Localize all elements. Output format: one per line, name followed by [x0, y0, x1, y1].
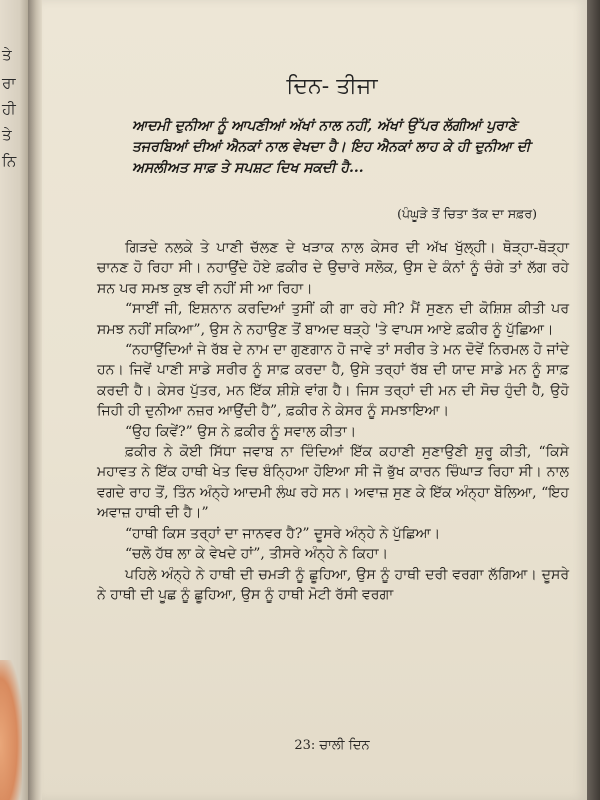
thumb	[0, 660, 22, 800]
left-page-fragment: ਹੀ	[2, 100, 16, 118]
paragraph: ਪਹਿਲੇ ਅੰਨ੍ਹੇ ਨੇ ਹਾਥੀ ਦੀ ਚਮੜੀ ਨੂੰ ਛੂਹਿਆ, ਉਸ ਨੂੰ ਹਾਥੀ ਦਰੀ ਵਰਗਾ ਲੱਗਿਆ। ਦੂਸਰੇ ਨੇ ਹਾਥੀ ਦੀ ਪੂਛ ਨੂੰ ਛੂਹਿਆ, ਉਸ ਨੂੰ ਹਾਥੀ ਮੋਟੀ ਰੱਸੀ ਵਰਗਾ	[97, 566, 569, 603]
paragraph: “ਨਹਾਉਂਦਿਆਂ ਜੇ ਰੱਬ ਦੇ ਨਾਮ ਦਾ ਗੁਣਗਾਨ ਹੋ ਜਾਵੇ ਤਾਂ ਸਰੀਰ ਤੇ ਮਨ ਦੋਵੇਂ ਨਿਰਮਲ ਹੋ ਜਾਂਦੇ ਹਨ। ਜਿਵੇਂ ਪਾਣੀ ਸਾਡੇ ਸਰੀਰ ਨੂੰ ਸਾਫ਼ ਕਰਦਾ ਹੈ, ਉਸੇ ਤਰ੍ਹਾਂ ਰੱਬ ਦੀ ਯਾਦ ਸਾਡੇ ਮਨ ਨੂੰ ਸਾਫ਼ ਕਰਦੀ ਹੈ। ਕੇਸਰ ਪੁੱਤਰ, ਮਨ ਇੱਕ ਸ਼ੀਸ਼ੇ ਵਾਂਗ ਹੈ। ਜਿਸ ਤਰ੍ਹਾਂ ਦੀ ਮਨ ਦੀ ਸੋਚ ਹੁੰਦੀ ਹੈ, ਉਹੋ ਜਿਹੀ ਹੀ ਦੁਨੀਆ ਨਜ਼ਰ ਆਉਂਦੀ ਹੈ”, ਫ਼ਕੀਰ ਨੇ ਕੇਸਰ ਨੂੰ ਸਮਝਾਇਆ।	[97, 342, 569, 420]
paragraph: “ਉਹ ਕਿਵੇਂ?” ਉਸ ਨੇ ਫ਼ਕੀਰ ਨੂੰ ਸਵਾਲ ਕੀਤਾ।	[125, 423, 357, 440]
paragraph: ਗਿੜਦੇ ਨਲਕੇ ਤੇ ਪਾਣੀ ਚੱਲਣ ਦੇ ਖੜਾਕ ਨਾਲ ਕੇਸਰ ਦੀ ਅੱਖ ਖੁੱਲ੍ਹੀ। ਥੋੜ੍ਹਾ-ਥੋੜ੍ਹਾ ਚਾਨਣ ਹੋ ਰਿਹਾ ਸੀ। ਨਹਾਉਂਦੇ ਹੋਏ ਫ਼ਕੀਰ ਦੇ ਉਚਾਰੇ ਸਲੋਕ, ਉਸ ਦੇ ਕੰਨਾਂ ਨੂੰ ਚੰਗੇ ਤਾਂ ਲੱਗ ਰਹੇ ਸਨ ਪਰ ਸਮਝ ਕੁਝ ਵੀ ਨਹੀਂ ਸੀ ਆ ਰਿਹਾ।	[97, 240, 569, 297]
page-edge-shadow	[587, 0, 600, 800]
epigraph-source: (ਪੰਘੂੜੇ ਤੋਂ ਚਿਤਾ ਤੱਕ ਦਾ ਸਫ਼ਰ)	[397, 206, 537, 221]
left-page-fragment: ਤੇ	[2, 126, 12, 144]
page-footer: 23: ਚਾਲੀ ਦਿਨ	[294, 738, 370, 753]
left-page-fragment: ਨਿ	[2, 152, 17, 170]
paragraph: “ਚਲੋ ਹੱਥ ਲਾ ਕੇ ਵੇਖਦੇ ਹਾਂ”, ਤੀਸਰੇ ਅੰਨ੍ਹੇ ਨੇ ਕਿਹਾ।	[125, 546, 389, 563]
body-text	[97, 238, 569, 605]
paragraph: “ਸਾਈਂ ਜੀ, ਇਸ਼ਨਾਨ ਕਰਦਿਆਂ ਤੁਸੀਂ ਕੀ ਗਾ ਰਹੇ ਸੀ? ਮੈਂ ਸੁਣਨ ਦੀ ਕੋਸ਼ਿਸ਼ ਕੀਤੀ ਪਰ ਸਮਝ ਨਹੀਂ ਸਕਿਆ”, ਉਸ ਨੇ ਨਹਾਉਣ ਤੋਂ ਬਾਅਦ ਥੜ੍ਹੇ 'ਤੇ ਵਾਪਸ ਆਏ ਫ਼ਕੀਰ ਨੂੰ ਪੁੱਛਿਆ।	[97, 301, 569, 338]
book-page	[42, 0, 587, 800]
paragraph: “ਹਾਥੀ ਕਿਸ ਤਰ੍ਹਾਂ ਦਾ ਜਾਨਵਰ ਹੈ?” ਦੂਸਰੇ ਅੰਨ੍ਹੇ ਨੇ ਪੁੱਛਿਆ।	[125, 525, 441, 542]
left-page-fragment: ਤੇ	[2, 46, 12, 64]
chapter-title: ਦਿਨ- ਤੀਜਾ	[286, 74, 378, 99]
left-page-fragment: ਰਾ	[2, 74, 16, 92]
epigraph: ਆਦਮੀ ਦੁਨੀਆ ਨੂੰ ਆਪਣੀਆਂ ਅੱਖਾਂ ਨਾਲ ਨਹੀਂ, ਅੱਖਾਂ ਉੱਪਰ ਲੱਗੀਆਂ ਪੁਰਾਣੇ ਤਜਰਬਿਆਂ ਦੀਆਂ ਐਨਕਾਂ ਨਾਲ ਵੇਖਦਾ ਹੈ। ਇਹ ਐਨਕਾਂ ਲਾਹ ਕੇ ਹੀ ਦੁਨੀਆ ਦੀ ਅਸਲੀਅਤ ਸਾਫ਼ ਤੇ ਸਪਸ਼ਟ ਦਿਖ ਸਕਦੀ ਹੈ...	[132, 118, 531, 176]
book-gutter	[28, 0, 42, 800]
paragraph: ਫ਼ਕੀਰ ਨੇ ਕੋਈ ਸਿੱਧਾ ਜਵਾਬ ਨਾ ਦਿੰਦਿਆਂ ਇੱਕ ਕਹਾਣੀ ਸੁਣਾਉਣੀ ਸ਼ੁਰੂ ਕੀਤੀ, “ਕਿਸੇ ਮਹਾਵਤ ਨੇ ਇੱਕ ਹਾਥੀ ਖੇਤ ਵਿਚ ਬੰਨ੍ਹਿਆ ਹੋਇਆ ਸੀ ਜੋ ਭੁੱਖ ਕਾਰਨ ਚਿੰਘਾੜ ਰਿਹਾ ਸੀ। ਨਾਲ ਵਗਦੇ ਰਾਹ ਤੋਂ, ਤਿੰਨ ਅੰਨ੍ਹੇ ਆਦਮੀ ਲੰਘ ਰਹੇ ਸਨ। ਅਵਾਜ਼ ਸੁਣ ਕੇ ਇੱਕ ਅੰਨ੍ਹਾ ਬੋਲਿਆ, “ਇਹ ਅਵਾਜ਼ ਹਾਥੀ ਦੀ ਹੈ।”	[97, 444, 569, 522]
